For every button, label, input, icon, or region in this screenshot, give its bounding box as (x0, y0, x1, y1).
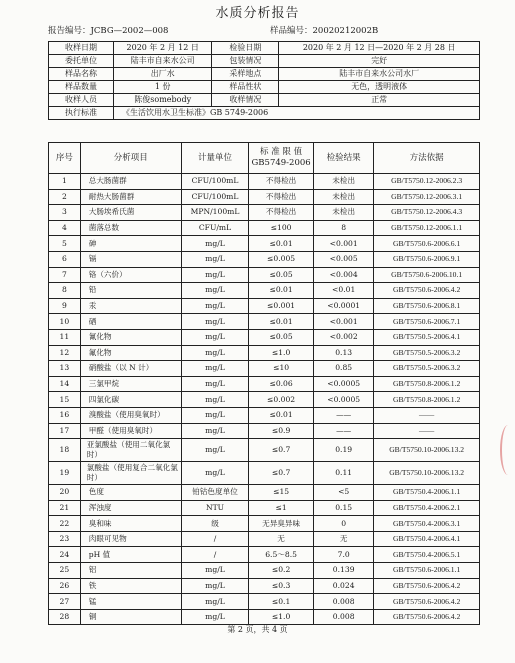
cell-no: 23 (49, 531, 81, 547)
table-row (49, 485, 480, 501)
cell-unit: / (181, 531, 248, 547)
cell-unit: mg/L (181, 392, 248, 408)
cell-method: GB/T5750.6-2006.9.1 (374, 251, 480, 267)
cell-method: GB/T5750.10-2006.13.2 (374, 439, 480, 462)
cell-method: GB/T5750.4-2006.3.1 (374, 516, 480, 532)
table-row (49, 392, 480, 408)
cell-item: 四氯化碳 (80, 392, 181, 408)
cell-item: 氟化物 (80, 345, 181, 361)
table-row (49, 236, 480, 252)
cell-unit: mg/L (181, 578, 248, 594)
cell-no: 28 (49, 609, 81, 625)
cell-result: <0.001 (314, 236, 374, 252)
info-label: 执行标准 (49, 107, 114, 120)
cell-method: GB/T5750.12-2006.2.3 (374, 174, 480, 190)
cell-unit: mg/L (181, 407, 248, 423)
cell-limit: ≤10 (249, 361, 314, 377)
table-row (49, 298, 480, 314)
cell-limit: ≤0.1 (249, 594, 314, 610)
info-value: 陆丰市自来水公司 (114, 55, 212, 68)
info-label: 委托单位 (49, 55, 114, 68)
cell-item: 三氯甲烷 (80, 376, 181, 392)
cell-no: 17 (49, 423, 81, 439)
cell-item: 铁 (80, 578, 181, 594)
cell-item: 菌落总数 (80, 220, 181, 236)
cell-result: <0.002 (314, 329, 374, 345)
cell-no: 16 (49, 407, 81, 423)
cell-method: GB/T5750.4-2006.4.1 (374, 531, 480, 547)
cell-no: 14 (49, 376, 81, 392)
cell-item: 铜 (80, 609, 181, 625)
cell-method: GB/T5750.12-2006.3.1 (374, 189, 480, 205)
cell-result: 0 (314, 516, 374, 532)
cell-limit: ≤1.0 (249, 345, 314, 361)
seal-edge-mark (500, 425, 515, 475)
standard-value: 《生活饮用水卫生标准》GB 5749-2006 (114, 107, 480, 120)
cell-no: 18 (49, 439, 81, 462)
cell-unit: mg/L (181, 298, 248, 314)
cell-method: GB/T5750.8-2006.1.2 (374, 376, 480, 392)
cell-item: 汞 (80, 298, 181, 314)
cell-item: 臭和味 (80, 516, 181, 532)
cell-result: —— (314, 423, 374, 439)
cell-limit: 不得检出 (249, 189, 314, 205)
cell-unit: mg/L (181, 462, 248, 485)
cell-no: 9 (49, 298, 81, 314)
cell-no: 4 (49, 220, 81, 236)
info-value: 2020 年 2 月 12 日 (114, 42, 212, 55)
info-row (49, 107, 480, 120)
cell-item: 肉眼可见物 (80, 531, 181, 547)
info-label: 采样地点 (212, 68, 279, 81)
cell-item: 氯酸盐（使用复合二氧化氯时） (80, 462, 181, 485)
cell-result: 0.008 (314, 609, 374, 625)
cell-limit: ≤0.002 (249, 392, 314, 408)
cell-no: 25 (49, 563, 81, 579)
cell-unit: 级 (181, 516, 248, 532)
info-label: 样品数量 (49, 81, 114, 94)
cell-result: 未检出 (314, 205, 374, 221)
cell-limit: ≤1.0 (249, 609, 314, 625)
cell-item: 亚氯酸盐（使用二氧化氯时） (80, 439, 181, 462)
cell-result: 8 (314, 220, 374, 236)
table-row (49, 205, 480, 221)
cell-no: 2 (49, 189, 81, 205)
info-label: 样品性状 (212, 81, 279, 94)
cell-method: GB/T5750.4-2006.1.1 (374, 485, 480, 501)
cell-result: 无 (314, 531, 374, 547)
header-unit: 计量单位 (181, 143, 248, 174)
header-limit-line2: GB5749-2006 (251, 158, 311, 168)
cell-limit: ≤0.7 (249, 439, 314, 462)
cell-limit: ≤0.2 (249, 563, 314, 579)
cell-item: 铬（六价） (80, 267, 181, 283)
cell-result: 0.139 (314, 563, 374, 579)
cell-item: 铅 (80, 283, 181, 299)
table-row (49, 329, 480, 345)
cell-item: 镉 (80, 251, 181, 267)
header-limit-line1: 标 准 限 值 (260, 147, 303, 157)
cell-method: GB/T5750.10-2006.13.2 (374, 462, 480, 485)
cell-result: <0.004 (314, 267, 374, 283)
cell-method: —— (374, 423, 480, 439)
cell-unit: mg/L (181, 251, 248, 267)
table-row (49, 407, 480, 423)
cell-limit: ≤15 (249, 485, 314, 501)
cell-item: 铝 (80, 563, 181, 579)
cell-unit: NTU (181, 500, 248, 516)
cell-no: 10 (49, 314, 81, 330)
results-header-row (49, 143, 480, 174)
cell-unit: mg/L (181, 345, 248, 361)
info-row (49, 81, 480, 94)
table-row (49, 345, 480, 361)
cell-unit: mg/L (181, 423, 248, 439)
cell-unit: mg/L (181, 236, 248, 252)
info-value: 陈俊somebody (114, 94, 212, 107)
info-row (49, 94, 480, 107)
cell-item: pH 值 (80, 547, 181, 563)
cell-item: 锰 (80, 594, 181, 610)
table-row (49, 516, 480, 532)
cell-item: 砷 (80, 236, 181, 252)
cell-result: 7.0 (314, 547, 374, 563)
cell-no: 20 (49, 485, 81, 501)
cell-result: <0.01 (314, 283, 374, 299)
cell-method: GB/T5750.6-2006.4.2 (374, 609, 480, 625)
cell-method: GB/T5750.12-2006.1.1 (374, 220, 480, 236)
table-row (49, 439, 480, 462)
cell-unit: mg/L (181, 439, 248, 462)
table-row (49, 547, 480, 563)
cell-no: 22 (49, 516, 81, 532)
table-row (49, 563, 480, 579)
cell-unit: MPN/100mL (181, 205, 248, 221)
cell-limit: ≤1 (249, 500, 314, 516)
cell-limit: ≤0.05 (249, 329, 314, 345)
cell-no: 27 (49, 594, 81, 610)
info-label: 收样情况 (212, 94, 279, 107)
cell-method: GB/T5750.6-2006.8.1 (374, 298, 480, 314)
cell-method: GB/T5750.4-2006.2.1 (374, 500, 480, 516)
info-label: 样品名称 (49, 68, 114, 81)
info-value: 2020 年 2 月 12 日—2020 年 2 月 28 日 (279, 42, 480, 55)
table-row (49, 189, 480, 205)
report-title: 水质分析报告 (215, 6, 300, 21)
cell-unit: mg/L (181, 563, 248, 579)
table-row (49, 500, 480, 516)
table-row (49, 314, 480, 330)
cell-result: <0.001 (314, 314, 374, 330)
cell-result: 未检出 (314, 189, 374, 205)
cell-unit: CFU/100mL (181, 174, 248, 190)
cell-no: 3 (49, 205, 81, 221)
cell-item: 甲醛（使用臭氧时） (80, 423, 181, 439)
cell-item: 硝酸盐（以 N 计） (80, 361, 181, 377)
info-row (49, 68, 480, 81)
cell-no: 13 (49, 361, 81, 377)
info-value: 出厂水 (114, 68, 212, 81)
cell-item: 浑浊度 (80, 500, 181, 516)
header-result: 检验结果 (314, 143, 374, 174)
table-row (49, 423, 480, 439)
cell-result: 0.13 (314, 345, 374, 361)
cell-item: 总大肠菌群 (80, 174, 181, 190)
cell-item: 色度 (80, 485, 181, 501)
cell-method: GB/T5750.6-2006.4.2 (374, 594, 480, 610)
cell-result: —— (314, 407, 374, 423)
cell-method: GB/T5750.12-2006.4.3 (374, 205, 480, 221)
cell-no: 12 (49, 345, 81, 361)
info-label: 收样日期 (49, 42, 114, 55)
cell-result: 0.008 (314, 594, 374, 610)
info-label: 检验日期 (212, 42, 279, 55)
cell-limit: 无 (249, 531, 314, 547)
table-row (49, 283, 480, 299)
cell-result: <0.0001 (314, 298, 374, 314)
table-row (49, 251, 480, 267)
cell-no: 7 (49, 267, 81, 283)
cell-limit: ≤100 (249, 220, 314, 236)
info-table (48, 41, 480, 120)
cell-method: GB/T5750.5-2006.3.2 (374, 361, 480, 377)
cell-no: 21 (49, 500, 81, 516)
cell-method: GB/T5750.8-2006.1.2 (374, 392, 480, 408)
cell-method: GB/T5750.6-2006.10.1 (374, 267, 480, 283)
cell-unit: mg/L (181, 267, 248, 283)
cell-unit: mg/L (181, 594, 248, 610)
cell-no: 8 (49, 283, 81, 299)
cell-result: 0.85 (314, 361, 374, 377)
cell-result: 未检出 (314, 174, 374, 190)
cell-limit: ≤0.005 (249, 251, 314, 267)
cell-limit: ≤0.01 (249, 314, 314, 330)
cell-unit: mg/L (181, 329, 248, 345)
report-number: 报告编号：JCBG—2002—008 (48, 26, 169, 36)
results-body (49, 174, 480, 625)
table-row (49, 609, 480, 625)
cell-no: 15 (49, 392, 81, 408)
cell-limit: ≤0.01 (249, 407, 314, 423)
cell-unit: mg/L (181, 283, 248, 299)
cell-no: 19 (49, 462, 81, 485)
table-row (49, 361, 480, 377)
cell-unit: CFU/100mL (181, 189, 248, 205)
info-value: 正常 (279, 94, 480, 107)
cell-limit: 不得检出 (249, 174, 314, 190)
cell-item: 溴酸盐（使用臭氧时） (80, 407, 181, 423)
cell-no: 24 (49, 547, 81, 563)
page-footer: 第 2 页，共 4 页 (227, 625, 288, 634)
cell-limit: 无异臭异味 (249, 516, 314, 532)
cell-method: GB/T5750.6-2006.1.1 (374, 563, 480, 579)
cell-method: GB/T5750.5-2006.3.2 (374, 345, 480, 361)
cell-unit: 铂钴色度单位 (181, 485, 248, 501)
info-value: 陆丰市自来水公司水厂 (279, 68, 480, 81)
cell-unit: mg/L (181, 376, 248, 392)
results-table (48, 142, 480, 625)
cell-no: 26 (49, 578, 81, 594)
cell-limit: 不得检出 (249, 205, 314, 221)
cell-no: 5 (49, 236, 81, 252)
cell-result: 0.024 (314, 578, 374, 594)
info-value: 无色，透明液体 (279, 81, 480, 94)
header-item: 分析项目 (80, 143, 181, 174)
cell-item: 大肠埃希氏菌 (80, 205, 181, 221)
cell-unit: mg/L (181, 609, 248, 625)
cell-method: GB/T5750.5-2006.4.1 (374, 329, 480, 345)
cell-method: GB/T5750.6-2006.6.1 (374, 236, 480, 252)
cell-unit: / (181, 547, 248, 563)
table-row (49, 594, 480, 610)
header-no: 序号 (49, 143, 81, 174)
cell-unit: mg/L (181, 314, 248, 330)
cell-result: 0.15 (314, 500, 374, 516)
cell-no: 1 (49, 174, 81, 190)
info-value: 完好 (279, 55, 480, 68)
cell-result: <0.0005 (314, 376, 374, 392)
cell-unit: mg/L (181, 361, 248, 377)
cell-item: 耐热大肠菌群 (80, 189, 181, 205)
info-row (49, 42, 480, 55)
cell-limit: ≤0.05 (249, 267, 314, 283)
cell-no: 11 (49, 329, 81, 345)
cell-limit: ≤0.01 (249, 283, 314, 299)
cell-result: <0.005 (314, 251, 374, 267)
cell-item: 氰化物 (80, 329, 181, 345)
cell-limit: ≤0.7 (249, 462, 314, 485)
cell-method: GB/T5750.6-2006.7.1 (374, 314, 480, 330)
cell-item: 硒 (80, 314, 181, 330)
cell-method: —— (374, 407, 480, 423)
table-row (49, 174, 480, 190)
info-label: 收样人员 (49, 94, 114, 107)
cell-method: GB/T5750.6-2006.4.2 (374, 578, 480, 594)
cell-result: <0.0005 (314, 392, 374, 408)
cell-limit: ≤0.001 (249, 298, 314, 314)
info-row (49, 55, 480, 68)
table-row (49, 220, 480, 236)
info-label: 包装情况 (212, 55, 279, 68)
info-value: 1 份 (114, 81, 212, 94)
table-row (49, 267, 480, 283)
table-row (49, 578, 480, 594)
cell-limit: ≤0.06 (249, 376, 314, 392)
cell-no: 6 (49, 251, 81, 267)
header-method: 方法依据 (374, 143, 480, 174)
cell-result: 0.19 (314, 439, 374, 462)
cell-limit: 6.5～8.5 (249, 547, 314, 563)
cell-method: GB/T5750.6-2006.4.2 (374, 283, 480, 299)
cell-result: 0.11 (314, 462, 374, 485)
sample-number: 样品编号：20020212002B (270, 26, 379, 36)
table-row (49, 531, 480, 547)
table-row (49, 376, 480, 392)
cell-limit: ≤0.9 (249, 423, 314, 439)
table-row (49, 462, 480, 485)
cell-limit: ≤0.3 (249, 578, 314, 594)
cell-unit: CFU/mL (181, 220, 248, 236)
header-limit (249, 143, 314, 174)
cell-result: <5 (314, 485, 374, 501)
cell-limit: ≤0.01 (249, 236, 314, 252)
cell-method: GB/T5750.4-2006.5.1 (374, 547, 480, 563)
